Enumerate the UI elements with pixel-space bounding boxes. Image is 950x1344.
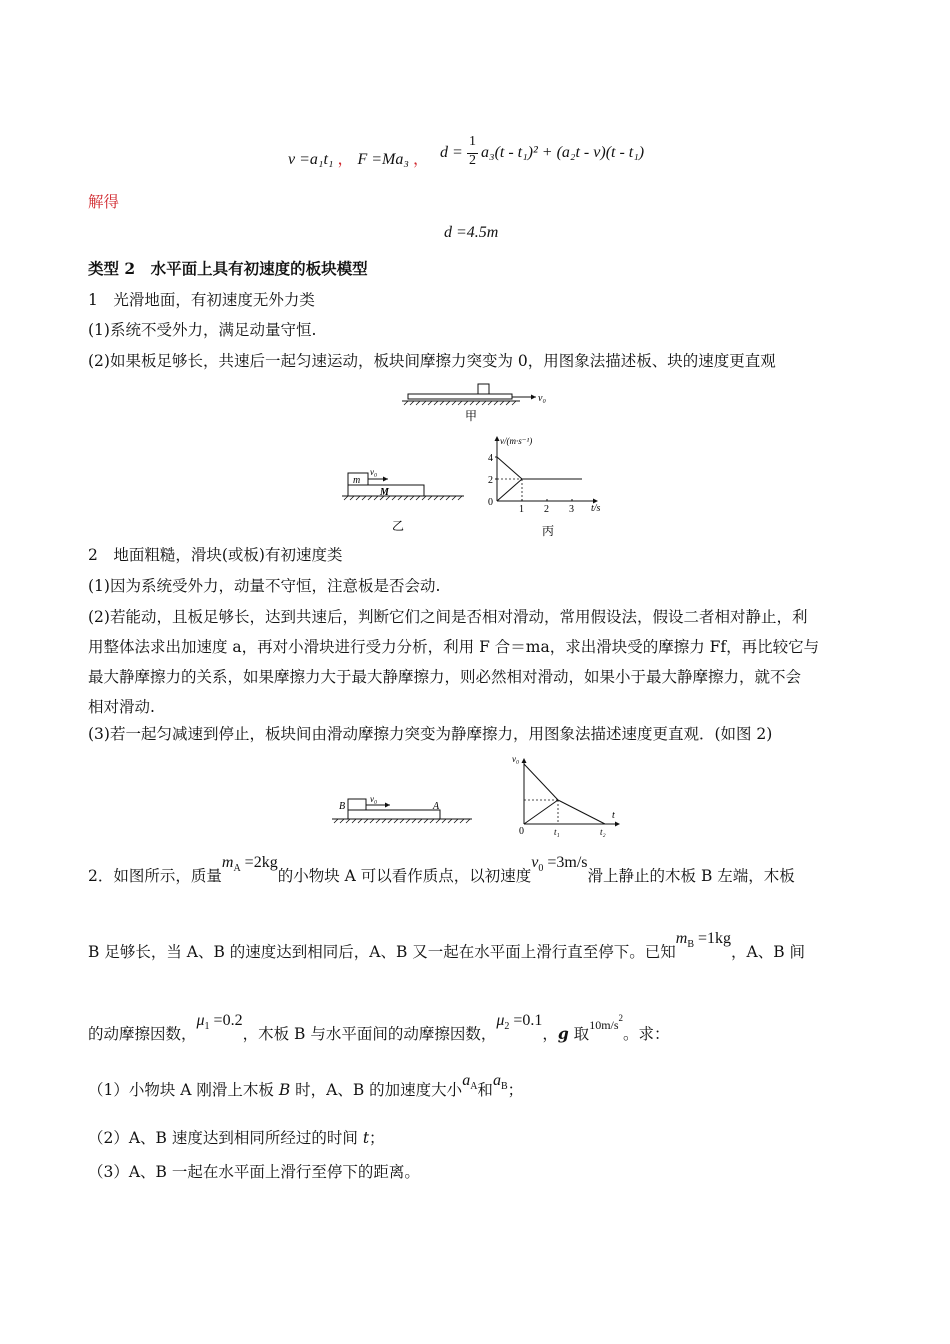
item1-p2: (2)如果板足够长，共速后一起匀速运动，板块间摩擦力突变为 0，用图象法描述板、块的速度更直观	[88, 352, 776, 370]
equation-line-1	[288, 146, 429, 169]
q1-a: （1）小物块 A 刚滑上木板	[88, 1081, 279, 1099]
item1-title: 1 光滑地面，有初速度无外力类	[88, 291, 315, 309]
mu1-value: =0.2	[209, 1012, 243, 1029]
bing-xtick-label: 3	[569, 504, 574, 515]
fig2-a-label: A	[433, 801, 440, 812]
q1-b: B	[278, 1081, 291, 1099]
mu2-symbol: μ	[496, 1012, 505, 1029]
bing-ytick-label: 0	[488, 497, 493, 508]
p-l3-a: 的动摩擦因数，	[88, 1025, 197, 1043]
mu1-sub: 1	[204, 1021, 210, 1032]
item2-p1: (1)因为系统受外力，动量不守恒，注意板是否会动.	[88, 577, 441, 595]
mA-value: =2kg	[240, 854, 278, 871]
item2-p2-line2: 用整体法求出加速度 a，再对小滑块进行受力分析，利用 F 合＝ma，求出滑块受的摩擦力 Ff，再比较它与	[88, 638, 820, 656]
p-l2-b: ，A、B 间	[731, 943, 806, 961]
figure-2-vt-graph	[508, 752, 628, 840]
q1-end: ；	[507, 1081, 524, 1099]
p-l3-b: ，木板 B 与水平面间的动摩擦因数，	[242, 1025, 497, 1043]
item2-p2-line4: 相对滑动.	[88, 698, 155, 716]
eq-sep-2: ，	[412, 151, 429, 168]
fig2-v0-label: v₀	[370, 794, 378, 804]
mA-expr	[221, 854, 278, 874]
question-1	[88, 1072, 524, 1107]
solve-label: 解得	[88, 193, 120, 211]
mu2-value: =0.1	[509, 1012, 543, 1029]
p-l1-b: 的小物块 A 可以看作质点，以初速度	[277, 867, 532, 885]
problem-line-3	[88, 1012, 670, 1051]
eq-d-body: a₃(t - t₁)² + (a₂t - v)(t - t₁)	[481, 144, 645, 161]
bing-xtick-label: 1	[519, 504, 524, 515]
p-l1-a: 2．如图所示，质量	[88, 867, 222, 885]
bing-series-1	[497, 479, 522, 501]
eq-frac-num: 1	[469, 134, 476, 149]
p-l3-d: 取	[568, 1025, 590, 1043]
fig2-b-label: B	[339, 801, 346, 812]
section-heading: 类型 2 水平面上具有初速度的板块模型	[88, 259, 368, 278]
yi-v0-label: v₀	[370, 467, 378, 477]
jia-caption: 甲	[465, 409, 478, 423]
aB-expr	[492, 1072, 508, 1092]
fig2-xlabel: t	[612, 810, 615, 821]
q2-end: ；	[369, 1129, 385, 1147]
bing-ytick-label: 2	[488, 475, 493, 486]
mu2-sub: 2	[504, 1021, 510, 1032]
aB-sub: B	[500, 1081, 508, 1092]
question-3: （3）A、B 一起在水平面上滑行至停下的距离。	[88, 1163, 420, 1181]
aA-expr	[462, 1072, 478, 1092]
q2-t: t	[362, 1129, 370, 1147]
figure-jia	[398, 378, 558, 426]
problem-line-1	[88, 854, 795, 893]
figure-2-boards	[330, 790, 475, 830]
eq-frac-den: 2	[469, 153, 476, 168]
eq-f: F =Ma₃	[357, 151, 409, 168]
question-2	[88, 1128, 385, 1148]
mB-value: =1kg	[694, 930, 732, 947]
eq-d-prefix: d =	[440, 144, 463, 161]
q1-and: 和	[477, 1081, 493, 1099]
bing-caption: 丙	[542, 524, 555, 538]
fig2-ylabel: v₀	[512, 754, 520, 764]
v0-sub: 0	[538, 863, 544, 874]
p-l1-c: 滑上静止的木板 B 左端，木板	[587, 867, 795, 885]
p-l3-e: 。求：	[623, 1025, 670, 1043]
aA-sub: A	[470, 1081, 478, 1092]
mB-expr	[675, 930, 732, 950]
g-value-expr	[589, 1013, 624, 1032]
figure-bing-chart	[484, 434, 614, 538]
problem-line-2	[88, 930, 806, 969]
mA-sub: A	[233, 863, 241, 874]
q1-c: 时，A、B 的加速度大小	[290, 1081, 463, 1099]
eq-v: v =a₁t₁	[288, 151, 334, 168]
bing-series-0	[497, 457, 582, 479]
aB-symbol: a	[492, 1072, 501, 1089]
yi-caption: 乙	[392, 519, 405, 533]
aA-symbol: a	[462, 1072, 471, 1089]
fig2-t2: t₂	[600, 827, 606, 837]
fig2-t1: t₁	[554, 827, 560, 837]
mB-sub: B	[687, 939, 695, 950]
eq-sep-1: ，	[337, 151, 354, 168]
g-value-sup: 2	[618, 1013, 624, 1023]
bing-ylabel: v/(m·s⁻¹)	[500, 436, 533, 446]
item2-p3: (3)若一起匀减速到停止，板块间由滑动摩擦力突变为静摩擦力，用图象法描述速度更直观．(如图 2)	[88, 725, 773, 743]
v0-value: =3m/s	[543, 854, 588, 871]
mB-symbol: m	[675, 930, 688, 947]
fig2-origin: 0	[519, 826, 524, 837]
v0-expr	[531, 854, 588, 874]
item2-p2-line1: (2)若能动，且板足够长，达到共速后，判断它们之间是否相对滑动，常用假设法，假设二者相对静止，利	[88, 608, 808, 626]
g-symbol: g	[557, 1024, 569, 1043]
yi-board-label: M	[380, 487, 389, 498]
q2-a: （2）A、B 速度达到相同所经过的时间	[88, 1129, 363, 1147]
item2-p2-line3: 最大静摩擦力的关系，如果摩擦力大于最大静摩擦力，则必然相对滑动，如果小于最大静摩擦力，就不会	[88, 668, 802, 686]
result-equation: d =4.5m	[444, 224, 499, 241]
bing-xlabel: t/s	[591, 503, 601, 514]
item1-p1: (1)系统不受外力，满足动量守恒.	[88, 321, 317, 339]
yi-block-label: m	[353, 475, 361, 486]
item2-title: 2 地面粗糙，滑块(或板)有初速度类	[88, 546, 343, 564]
v0-symbol: v	[531, 854, 539, 871]
p-l2-a: B 足够长，当 A、B 的速度达到相同后，A、B 又一起在水平面上滑行直至停下。已知	[88, 943, 676, 961]
mu2-expr	[496, 1012, 543, 1032]
mu1-expr	[196, 1012, 243, 1032]
jia-v0-label: v₀	[538, 393, 546, 404]
mu1-symbol: μ	[196, 1012, 205, 1029]
g-value: 10m/s	[589, 1018, 619, 1032]
figure-yi	[340, 464, 470, 534]
mA-symbol: m	[221, 854, 234, 871]
bing-xtick-label: 2	[544, 504, 549, 515]
p-l3-c: ，	[542, 1025, 558, 1043]
bing-ytick-label: 4	[488, 453, 493, 464]
